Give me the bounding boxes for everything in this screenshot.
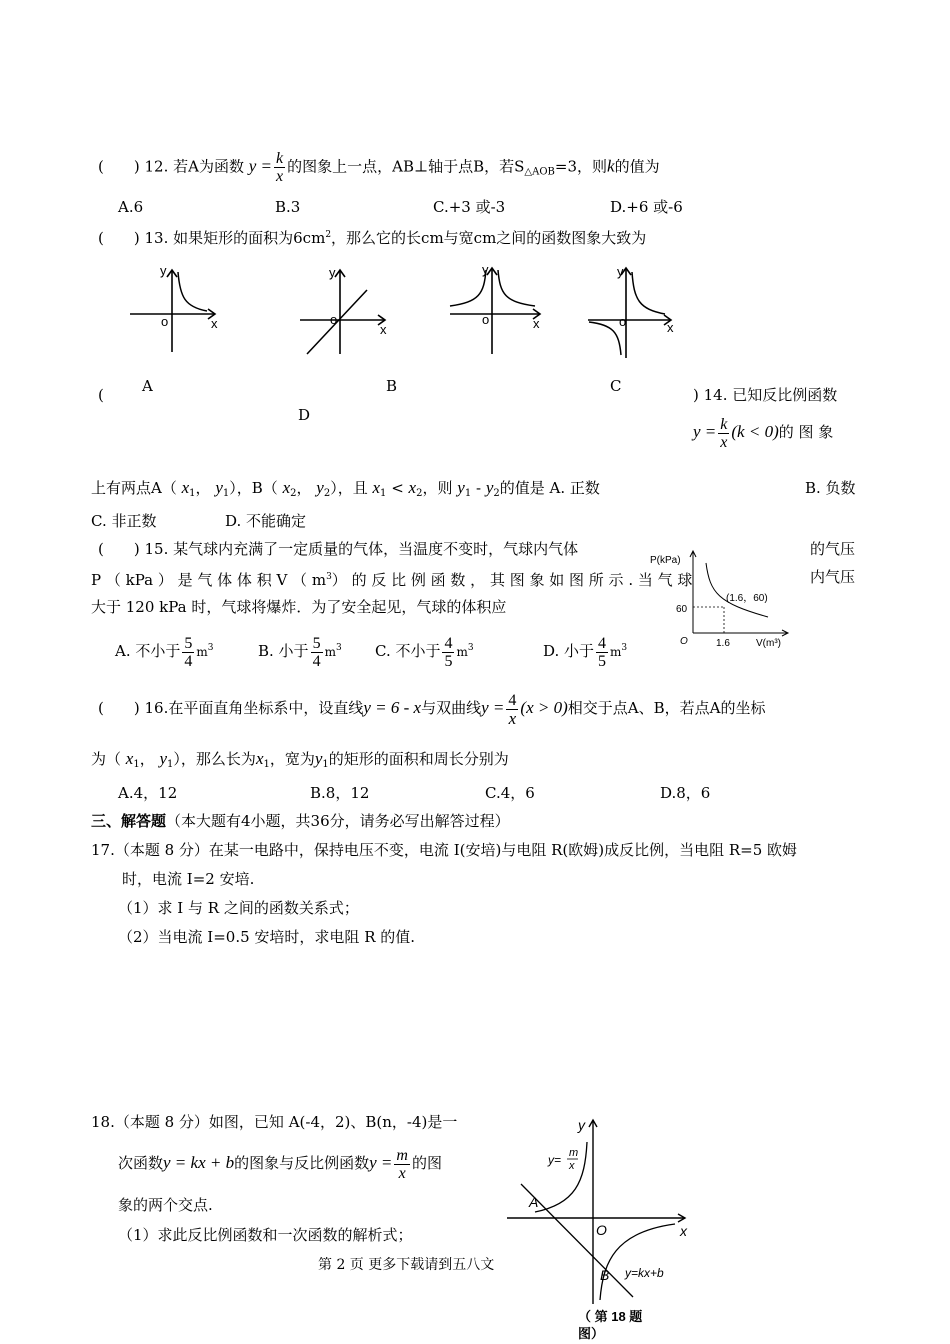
q16-option-d: D.8，6 [660,784,711,802]
q15-xlabel: V(m³) [756,638,781,649]
q16-option-a: A.4，12 [118,784,178,802]
q14-option-c: C. 非正数 [91,512,157,530]
q13-c-y: y [482,262,489,277]
q13-label-b: B [386,377,398,395]
q13-graph-a [125,262,225,357]
q15-option-c: C. 不小于 $\frac{4}{5}$ $m^3$ [375,634,474,670]
q14-line2: 上有两点A（ $x_1$， $y_1$），B（ $x_2$， $y_2$），且 $x_1 < x_2$，则 $y_1 - y_2$的值是 A. 正数 [91,478,600,499]
q18-line-label: y=kx+b [625,1266,664,1280]
q18-line1: 18.（本题 8 分）如图，已知 A(-4，2)、B(n，-4)是一 [91,1113,458,1131]
q12-option-a: A.6 [118,198,144,216]
q13-graph-c [445,262,550,357]
q14-option-b: B. 负数 [805,479,856,497]
q13-d-x: x [667,320,674,335]
q18-hyper-label: y= [548,1153,562,1167]
q18-line2: 次函数y = kx + b的图象与反比例函数y = $\frac{m}{x}$ 的图 [118,1146,442,1182]
q16-line1: ( ) 16.在平面直角坐标系中，设直线y = 6 - x与双曲线y = $\frac{4}{x}$ (x > 0)相交于点A、B，若点A的坐标 [98,691,766,728]
q15-x16: 1.6 [716,638,730,649]
q14-head: ) 14. 已知反比例函数 [693,386,838,404]
q13-c-o: o [482,312,490,327]
q14-formula: y = $\frac{k}{x}$ (k < 0)的 图 象 [693,415,834,451]
q13-graph-b [295,262,395,357]
q12-fraction: $\frac{k}{x}$ [276,150,284,185]
q13-d-o: o [619,314,627,329]
q18-point-a: A [529,1194,539,1210]
q13-a-o: o [161,314,169,329]
q13-graph-d [583,262,683,362]
q18-hyper-m: m [569,1147,579,1159]
q16-option-b: B.8，12 [310,784,370,802]
q15-graph [648,543,798,653]
q14-paren-left: ( [98,386,104,404]
q18-hyper-x: x [569,1160,575,1172]
q13-d-y: y [617,264,624,279]
q12-line: ( ) 12. 若A为函数 y = $\frac{k}{x}$ 的图象上一点，AB⊥轴于点B，若$S_{\triangle AOB}=3$，则k的值为 [98,150,660,185]
q15-y60: 60 [676,604,688,615]
q15-point: (1.6，60) [726,593,768,604]
section-title: 三、解答题（本大题有4小题，共36分，请务必写出解答过程） [91,812,510,830]
q13-b-y: y [329,265,336,280]
q13-label-a: A [142,377,153,395]
q13-line: ( ) 13. 如果矩形的面积为$6cm^2$，那么它的长cm与宽cm之间的函数图象大致为 [98,229,647,247]
q12-option-c: C.+3 或-3 [433,198,506,216]
q18-line3: 象的两个交点. [118,1196,213,1214]
q17-line1: 17.（本题 8 分）在某一电路中，保持电压不变，电流 I(安培)与电阻 R(欧姆)成反比例，当电阻 R=5 欧姆 [91,841,798,859]
q15-option-a: A. 不小于 $\frac{5}{4}$ $m^3$ [115,634,214,670]
q17-part1: （1）求 I 与 R 之间的函数关系式； [118,899,359,917]
q13-label-c: C [610,377,622,395]
q13-c-x: x [533,316,540,331]
q13-a-x: x [211,316,218,331]
q18-caption-2: 图） [578,1326,605,1341]
q15-option-b: B. 小于 $\frac{5}{4}$ $m^3$ [258,634,342,670]
q18-graph [505,1112,700,1307]
q18-point-b: B [600,1267,610,1283]
q15-line3: 大于 120 kPa 时，气球将爆炸．为了安全起见，气球的体积应 [91,598,507,616]
q15-line1: ( ) 15. 某气球内充满了一定质量的气体，当温度不变时，气球内气体 [98,540,579,558]
q13-a-y: y [160,263,167,278]
q16-option-c: C.4，6 [485,784,535,802]
q15-line1-right: 的气压 [810,540,856,558]
q15-ylabel: P(kPa) [650,555,681,566]
q15-origin: O [680,636,688,647]
q13-b-x: x [380,322,387,337]
q15-line2: P （ kPa ） 是 气 体 体 积 V （ $m^3$） 的 反 比 例 函 数 ， 其 图 象 如 图 所 示 . 当 气 球 [91,571,693,589]
q17-part2: （2）当电流 I=0.5 安培时，求电阻 R 的值. [118,928,416,946]
q18-caption-1: （ 第 18 题 [578,1309,643,1324]
q18-x-label: x [680,1223,687,1239]
q12-option-b: B.3 [275,198,301,216]
q18-y-label: y [578,1117,585,1133]
q17-line2: 时，电流 I=2 安培. [122,870,255,888]
q15-line2-right: 内气压 [810,568,856,586]
q18-origin: O [596,1222,607,1238]
q13-label-d: D [298,406,311,424]
q15-option-d: D. 小于 $\frac{4}{5}$ $m^3$ [543,634,628,670]
q12-option-d: D.+6 或-6 [610,198,683,216]
q13-b-o: o [330,312,338,327]
q14-option-d: D. 不能确定 [225,512,307,530]
q18-part1: （1）求此反比例函数和一次函数的解析式； [118,1226,413,1244]
page-footer: 第 2 页 更多下载请到五八文 [318,1257,495,1273]
q16-line2: 为（ $x_1$， $y_1$），那么长为$x_1$，宽为$y_1$的矩形的面积和周长分别为 [91,749,509,770]
